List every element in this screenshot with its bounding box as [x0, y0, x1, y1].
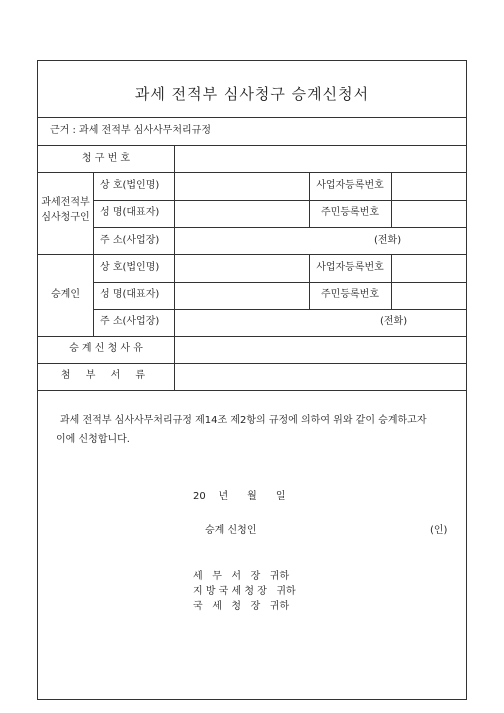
successor-phone-label: (전화)	[380, 316, 408, 327]
claimant-resident-reg-label: 주민등록번호	[321, 207, 379, 218]
successor-name-label: 상 호(법인명)	[100, 262, 160, 273]
claimant-name-label: 상 호(법인명)	[100, 180, 160, 191]
successor-rep-field[interactable]	[175, 283, 308, 309]
claimant-business-reg-field[interactable]	[392, 173, 467, 199]
claimant-phone-label: (전화)	[374, 235, 402, 246]
successor-address-label: 주 소(사업장)	[100, 316, 160, 327]
statement-line2: 이에 신청합니다.	[56, 434, 130, 445]
divider	[38, 390, 466, 391]
statement-line1: 과세 전적부 심사사무처리규정 제14조 제2항의 규정에 의하여 위와 같이 승계하고자	[60, 415, 427, 426]
claim-number-field[interactable]	[175, 146, 467, 172]
successor-business-reg-label: 사업자등록번호	[316, 262, 384, 273]
claimant-label-line1: 과세전적부	[41, 197, 90, 208]
reason-field[interactable]	[175, 337, 467, 363]
attachment-label: 첨 부 서 류	[60, 370, 152, 381]
claimant-address-field[interactable]	[175, 228, 467, 254]
successor-resident-reg-field[interactable]	[392, 283, 467, 309]
attachment-field[interactable]	[175, 364, 467, 390]
recipient-line: 세 무 서 장 귀하	[193, 571, 290, 582]
successor-rep-label: 성 명(대표자)	[100, 289, 160, 300]
recipient-line: 국 세 청 장 귀하	[193, 601, 290, 612]
successor-label: 승계인	[51, 289, 80, 300]
form-title: 과세 전적부 심사청구 승계신청서	[134, 85, 370, 103]
reason-label: 승 계 신 청 사 유	[69, 343, 143, 354]
successor-name-field[interactable]	[175, 255, 308, 281]
claimant-business-reg-label: 사업자등록번호	[316, 180, 384, 191]
successor-resident-reg-label: 주민등록번호	[321, 289, 379, 300]
claim-number-label: 청 구 번 호	[81, 153, 131, 164]
successor-address-field[interactable]	[175, 310, 467, 336]
applicant-label: 승계 신청인	[205, 525, 257, 536]
successor-business-reg-field[interactable]	[392, 255, 467, 281]
application-form	[37, 60, 467, 700]
date-line: 20 년 월 일	[193, 491, 286, 502]
claimant-name-field[interactable]	[175, 173, 308, 199]
claimant-rep-field[interactable]	[175, 201, 308, 227]
divider	[38, 117, 466, 118]
seal-label: (인)	[430, 525, 448, 536]
claimant-resident-reg-field[interactable]	[392, 201, 467, 227]
basis-text: 근거 : 과세 전적부 심사사무처리규정	[50, 125, 211, 136]
divider	[93, 172, 94, 336]
claimant-address-label: 주 소(사업장)	[100, 235, 160, 246]
recipient-line: 지 방 국 세 청 장 귀하	[193, 586, 296, 597]
claimant-rep-label: 성 명(대표자)	[100, 207, 160, 218]
claimant-label-line2: 심사청구인	[41, 212, 90, 223]
